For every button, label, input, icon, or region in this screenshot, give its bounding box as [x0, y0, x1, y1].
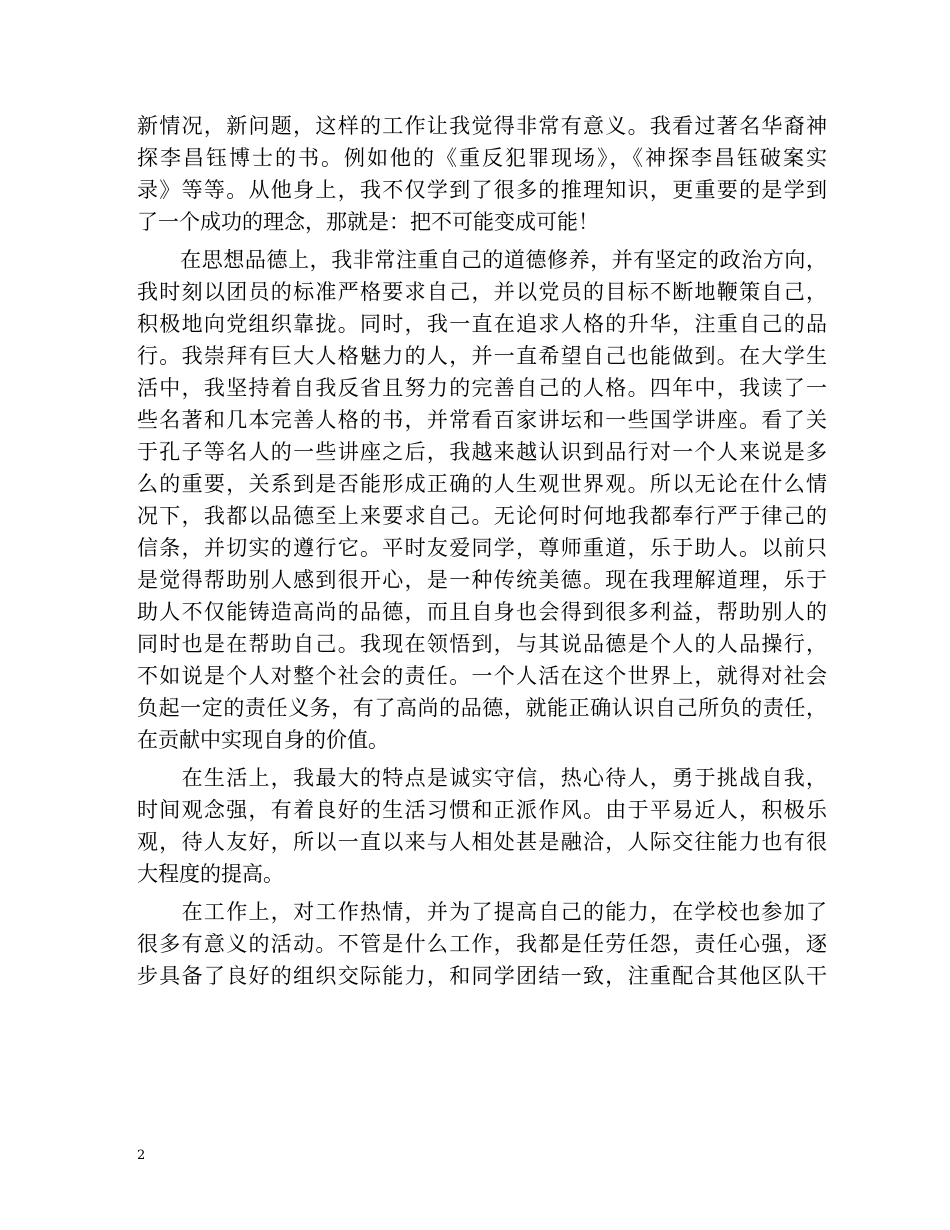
text-line: 同时也是在帮助自己。我现在领悟到，与其说品德是个人的人品操行， [137, 632, 827, 656]
text-line: 录》等等。从他身上，我不仅学到了很多的推理知识，更重要的是学到 [137, 178, 827, 202]
document-body [137, 110, 827, 992]
text-line: 在生活上，我最大的特点是诚实守信，热心待人，勇于挑战自我， [137, 766, 827, 790]
text-line: 积极地向党组织靠拢。同时，我一直在追求人格的升华，注重自己的品 [137, 312, 827, 336]
text-line: 于孔子等名人的一些讲座之后，我越来越认识到品行对一个人来说是多 [137, 440, 827, 464]
text-line: 很多有意义的活动。不管是什么工作，我都是任劳任怨，责任心强，逐 [137, 932, 827, 956]
paragraph [137, 762, 827, 890]
text-line: 大程度的提高。 [137, 862, 284, 886]
paragraph [137, 244, 827, 756]
text-line: 时间观念强，有着良好的生活习惯和正派作风。由于平易近人，积极乐 [137, 798, 827, 822]
text-line: 了一个成功的理念，那就是：把不可能变成可能！ [137, 210, 599, 234]
text-line: 是觉得帮助别人感到很开心，是一种传统美德。现在我理解道理，乐于 [137, 568, 827, 592]
text-line: 在工作上，对工作热情，并为了提高自己的能力，在学校也参加了 [137, 900, 827, 924]
text-line: 不如说是个人对整个社会的责任。一个人活在这个世界上，就得对社会 [137, 664, 827, 688]
text-line: 行。我崇拜有巨大人格魅力的人，并一直希望自己也能做到。在大学生 [137, 344, 827, 368]
text-line: 助人不仅能铸造高尚的品德，而且自身也会得到很多利益，帮助别人的 [137, 600, 827, 624]
text-line: 步具备了良好的组织交际能力，和同学团结一致，注重配合其他区队干 [137, 964, 827, 988]
text-line: 探李昌钰博士的书。例如他的《重反犯罪现场》，《神探李昌钰破案实 [137, 146, 827, 170]
text-line: 在思想品德上，我非常注重自己的道德修养，并有坚定的政治方向， [137, 248, 827, 272]
text-line: 负起一定的责任义务，有了高尚的品德，就能正确认识自己所负的责任， [137, 696, 827, 720]
text-line: 在贡献中实现自身的价值。 [137, 728, 389, 752]
text-line: 么的重要，关系到是否能形成正确的人生观世界观。所以无论在什么情 [137, 472, 827, 496]
paragraph [137, 896, 827, 992]
paragraph [137, 110, 827, 238]
text-line: 我时刻以团员的标准严格要求自己，并以党员的目标不断地鞭策自己， [137, 280, 827, 304]
text-line: 观，待人友好，所以一直以来与人相处甚是融洽，人际交往能力也有很 [137, 830, 827, 854]
page-number: 2 [137, 1148, 146, 1163]
text-line: 些名著和几本完善人格的书，并常看百家讲坛和一些国学讲座。看了关 [137, 408, 827, 432]
text-line: 新情况，新问题，这样的工作让我觉得非常有意义。我看过著名华裔神 [137, 114, 827, 138]
text-line: 况下，我都以品德至上来要求自己。无论何时何地我都奉行严于律己的 [137, 504, 827, 528]
text-line: 信条，并切实的遵行它。平时友爱同学，尊师重道，乐于助人。以前只 [137, 536, 827, 560]
text-line: 活中，我坚持着自我反省且努力的完善自己的人格。四年中，我读了一 [137, 376, 827, 400]
